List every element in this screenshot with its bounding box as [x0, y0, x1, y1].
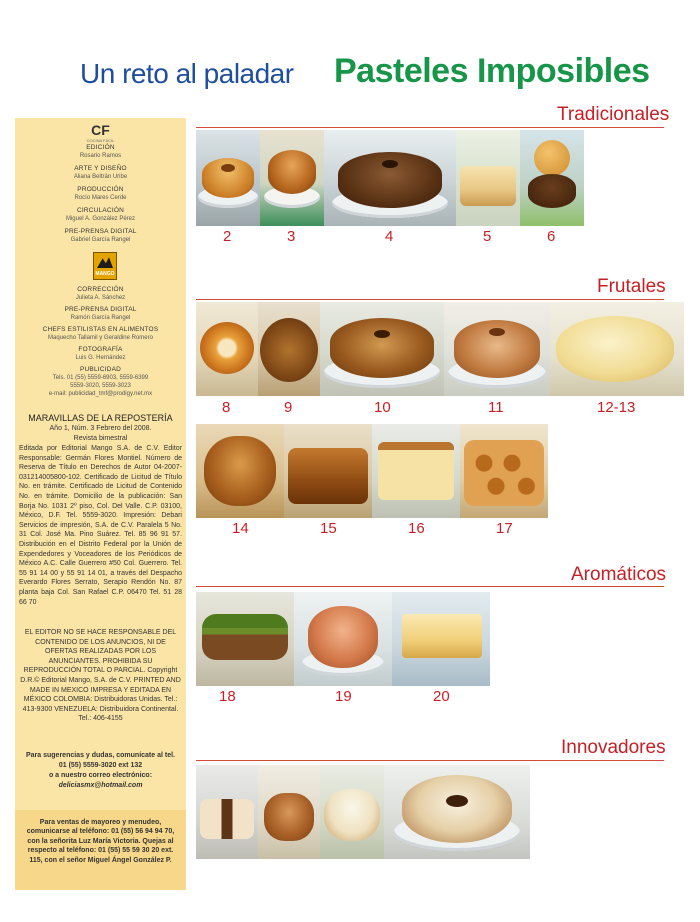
credit-name: Rocío Mares Cerde	[74, 195, 127, 201]
section-title-tradicionales: Tradicionales	[557, 104, 670, 125]
page-number: 15	[320, 520, 337, 537]
page-number: 4	[385, 228, 394, 245]
credit-name: Julieta A. Sánchez	[75, 295, 126, 301]
disclaimer-text: EL EDITOR NO SE HACE RESPONSABLE DEL CONTENIDO DE LOS ANUNCIOS, NI DE OFERTAS REALIZADAS POR LOS ANUNCIANTES. PROHIBIDA SU REPRODUCCIÓN TOTAL O PARCIAL. Copyright D.R.© Editorial Mango, S.A. de C.V. PRINTED AND MADE IN MEXICO IMPRESA Y EDITADA EN MÉXICO COLOMBIA: Distribuidoras Unidas. Tel.: 413-9300 VENEZUELA: Distribuidora Continental. Tel.: 406-4155	[20, 629, 181, 723]
credit-name: Luis G. Hernández	[75, 355, 126, 361]
magazine-issue: Año 1, Núm. 3 Febrero del 2008.	[49, 425, 152, 432]
section-rule	[196, 586, 664, 587]
cake-photo[interactable]	[372, 424, 460, 518]
cake-photo[interactable]	[258, 302, 320, 396]
legal-text: Editada por Editorial Mango S.A. de C.V. Editor Responsable: Germán Flores Montiel. Número de Reserva de Título en Derechos de Autor 04-2007-031214005800-102. Certificado de Licitud de Título No. en trámite. Certificado de Licitud de Contenido No. en trámite. Domicilio de la publicación: San Borja No. 1031 2º piso, Col. Del Valle. C.P. 03100, México, D.F. Tel. 5559-3020. Impresión: Debari Servicios de impresión, S.A. de C.V. Paralela 5 No. 31 Col. José Ma. Pino Suárez. Tel. 85 96 91 57. Distribución en el Distrito Federal por la Unión de Expendedores y Voceadores de los Periódicos de México A.C. Calle Guerrero #50 Col. Guerrero. Tel. 55 91 14 00 y 55 91 14 01, a través del Despacho Everardo Flores Serrato, Serapio Rendón No. 87 planta baja Col. San Rafael C.P. 06470 Tel. 51 28 66 70	[19, 445, 182, 606]
page-number: 16	[408, 520, 425, 537]
page-header	[0, 52, 700, 100]
credit-name: Tels. 01 (55) 5559-6903, 5559-6399	[52, 375, 149, 381]
page-number: 8	[222, 399, 231, 416]
magazine-frequency: Revista bimestral	[73, 435, 128, 442]
cake-photo[interactable]	[196, 765, 258, 859]
cake-photo[interactable]	[456, 130, 520, 226]
page-number: 19	[335, 688, 352, 705]
credit-name: Rosario Ramos	[79, 153, 122, 159]
credit-title: ARTE Y DISEÑO	[74, 165, 127, 172]
cake-photo[interactable]	[196, 130, 260, 226]
credit-name: Aliana Beltrán Uribe	[73, 174, 128, 180]
section-title-aromaticos: Aromáticos	[571, 564, 667, 585]
credit-title: PRE-PRENSA DIGITAL	[64, 228, 137, 235]
mango-logo	[93, 252, 117, 280]
credit-email: e-mail: publicidad_tmf@prodigy.net.mx	[48, 391, 153, 397]
wholesale-text: Para ventas de mayoreo y menudeo, comunicarse al teléfono: 01 (55) 56 94 94 70, con la señorita Luz María Victoria. Quejas al respecto al teléfono: 01 (55) 55 59 30 20 ext. 115, con el señor Miguel Ángel González P.	[26, 819, 175, 864]
page-number: 6	[547, 228, 556, 245]
suggest-phone: 01 (55) 5559-3020 ext 132	[58, 762, 143, 769]
cake-photo[interactable]	[258, 765, 320, 859]
cake-photo[interactable]	[520, 130, 584, 226]
suggest-line: o a nuestro correo electrónico:	[48, 772, 153, 779]
cake-photo[interactable]	[260, 130, 324, 226]
page-number: 3	[287, 228, 296, 245]
cake-photo[interactable]	[444, 302, 550, 396]
credit-title: EDICIÓN	[86, 144, 115, 151]
cake-photo[interactable]	[294, 592, 392, 686]
header-subtitle: Un reto al paladar	[80, 58, 294, 89]
section-rule	[196, 299, 664, 300]
credit-name: Maquecho Tallamil y Geraldine Romero	[48, 335, 153, 341]
magazine-logo: CF	[91, 122, 110, 138]
credit-title: CORRECCIÓN	[77, 286, 124, 293]
cake-photo[interactable]	[196, 424, 284, 518]
page-number: 9	[284, 399, 293, 416]
section-title-innovadores: Innovadores	[561, 737, 666, 758]
page-number: 18	[219, 688, 236, 705]
page-number: 5	[483, 228, 492, 245]
credit-title: CHEFS ESTILISTAS EN ALIMENTOS	[42, 326, 159, 333]
credits-panel	[15, 118, 186, 890]
suggest-email[interactable]: deliciasmx@hotmail.com	[58, 782, 143, 789]
credit-phones: 5559-3020, 5559-3023	[70, 383, 131, 389]
page-number: 2	[223, 228, 232, 245]
cake-photo[interactable]	[196, 592, 294, 686]
credit-title: PRE-PRENSA DIGITAL	[64, 306, 137, 313]
mango-logo-label: MANGO	[95, 271, 115, 277]
page-number: 10	[374, 399, 391, 416]
credit-title: CIRCULACIÓN	[77, 207, 124, 214]
cake-photo[interactable]	[460, 424, 548, 518]
section-rule	[196, 127, 664, 128]
wholesale-box	[15, 810, 186, 890]
cake-photo[interactable]	[320, 302, 444, 396]
credit-title: PUBLICIDAD	[79, 366, 121, 373]
cake-photo[interactable]	[392, 592, 490, 686]
cake-photo[interactable]	[384, 765, 530, 859]
credit-title: FOTOGRAFÍA	[78, 346, 123, 353]
cake-photo[interactable]	[550, 302, 684, 396]
magazine-logo-sub: COCINA FÁCIL	[86, 138, 115, 143]
page-number: 14	[232, 520, 249, 537]
header-title: Pasteles Imposibles	[334, 52, 650, 90]
cake-photo[interactable]	[196, 302, 258, 396]
cake-photo[interactable]	[284, 424, 372, 518]
page-number: 20	[433, 688, 450, 705]
section-rule	[196, 760, 664, 761]
page-number: 11	[488, 399, 504, 416]
magazine-title: MARAVILLAS DE LA REPOSTERÍA	[28, 413, 173, 423]
page-number: 17	[496, 520, 513, 537]
credit-name: Miguel A. González Pérez	[65, 216, 136, 222]
credit-title: PRODUCCIÓN	[77, 186, 124, 193]
section-title-frutales: Frutales	[597, 276, 666, 297]
cake-photo[interactable]	[324, 130, 456, 226]
credit-name: Gabriel García Rangel	[70, 237, 131, 243]
cake-photo[interactable]	[320, 765, 384, 859]
credit-name: Ramón García Rangel	[70, 315, 131, 321]
suggest-line: Para sugerencias y dudas, comunícate al tel.	[25, 752, 175, 759]
page-number: 12-13	[597, 399, 636, 416]
